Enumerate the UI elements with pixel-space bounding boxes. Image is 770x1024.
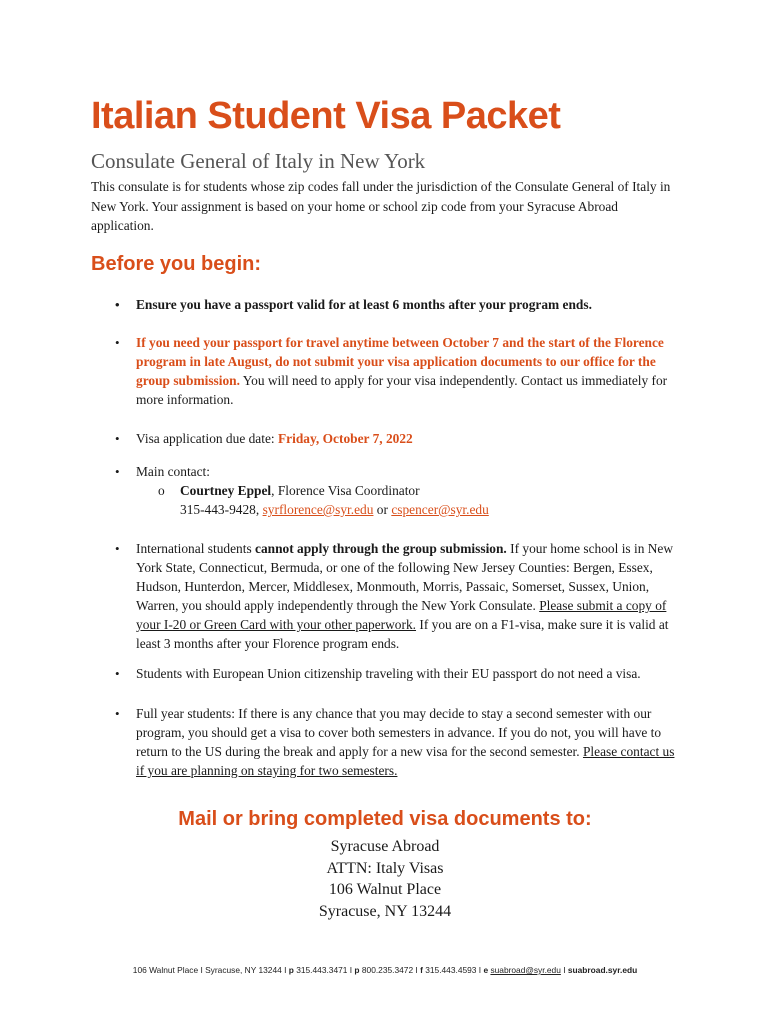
footer-email-label: e	[483, 965, 489, 975]
list-item-full-year	[115, 704, 684, 780]
contact-or: or	[373, 502, 392, 517]
mailing-address	[0, 836, 770, 922]
mail-heading: Mail or bring completed visa documents to:	[178, 808, 592, 830]
contact-details	[158, 481, 684, 519]
intl-text-middle: If your home school is in New York State, Connecticut, Bermuda, or one of the following New Jersey Counties: Bergen, Essex, Hudson, Hunterdon, Mercer, Middlesex, Monmouth, Morris, Passaic, Somerset, Sussex, Union, Warren, you should apply independently through the New York Consulate.	[136, 541, 674, 613]
due-date-value: Friday, October 7, 2022	[277, 431, 413, 446]
footer-phone2: 800.235.3472 I	[359, 965, 421, 975]
contact-name: Courtney Eppel	[180, 483, 272, 498]
footer-phone: 315.443.3471 I	[293, 965, 355, 975]
footer-website-link[interactable]: suabroad.syr.edu	[567, 965, 638, 975]
bullet-icon: •	[115, 335, 120, 350]
due-date-label: Visa application due date:	[136, 431, 278, 446]
intro-paragraph: This consulate is for students whose zip codes fall under the jurisdiction of the Consulate General of Italy in New York. Your assignment is based on your home or school zip code from your Syracuse Abroad application.	[91, 179, 671, 233]
intl-paperwork-link[interactable]: Please submit a copy of your I-20 or Green Card with your other paperwork.	[136, 598, 667, 632]
footer-fax: 315.443.4593 I	[422, 965, 484, 975]
list-item-main-contact	[115, 462, 684, 519]
intl-text-start: International students	[136, 541, 255, 556]
list-item-international-students	[115, 539, 684, 653]
address-line: Syracuse, NY 13244	[318, 902, 452, 920]
passport-travel-warning: If you need your passport for travel anytime between October 7 and the start of the Florence program in late August, do not submit your visa application documents to our office for the group submission.	[136, 335, 664, 388]
address-line: ATTN: Italy Visas	[326, 859, 444, 877]
footer-phone2-label: p	[354, 965, 360, 975]
passport-validity-text: Ensure you have a passport valid for at least 6 months after your program ends.	[136, 297, 592, 312]
intl-text-end: If you are on a F1-visa, make sure it is valid at least 3 months after your Florence program ends.	[136, 617, 669, 651]
footer-address: 106 Walnut Place I Syracuse, NY 13244 I	[132, 965, 289, 975]
list-item-passport-validity	[115, 295, 684, 314]
email-link-syrflorence[interactable]: syrflorence@syr.edu	[262, 502, 374, 517]
page-title: Italian Student Visa Packet	[91, 95, 561, 137]
address-line: Syracuse Abroad	[330, 838, 440, 855]
sub-bullet-icon: o	[158, 483, 165, 498]
bullet-icon: •	[115, 541, 120, 556]
footer-fax-label: f	[420, 965, 423, 975]
page-subtitle: Consulate General of Italy in New York	[91, 149, 426, 173]
list-item-due-date	[115, 429, 684, 448]
main-contact-label: Main contact:	[136, 464, 210, 479]
eu-citizens-text: Students with European Union citizenship traveling with their EU passport do not need a visa.	[136, 666, 641, 681]
bullet-icon: •	[115, 297, 120, 312]
bullet-icon: •	[115, 464, 120, 479]
address-line: 106 Walnut Place	[328, 881, 442, 898]
intl-text-bold: cannot apply through the group submission.	[255, 541, 507, 556]
footer-phone-label: p	[288, 965, 294, 975]
list-item-passport-travel	[115, 333, 684, 409]
page-footer	[0, 965, 770, 975]
bullet-icon: •	[115, 666, 120, 681]
passport-travel-text: You will need to apply for your visa independently. Contact us immediately for more information.	[136, 373, 668, 407]
email-link-cspencer[interactable]: cspencer@syr.edu	[391, 502, 489, 517]
contact-phone: 315-443-9428,	[180, 502, 263, 517]
full-year-text: Full year students: If there is any chance that you may decide to stay a second semester with our program, you should get a visa to cover both semesters in advance. If you do not, you will have to return to the US during the break and apply for a new visa for the second semester.	[136, 706, 662, 759]
full-year-contact-link[interactable]: Please contact us if you are planning on staying for two semesters.	[136, 744, 675, 778]
bullet-icon: •	[115, 706, 120, 721]
contact-role: , Florence Visa Coordinator	[271, 483, 420, 498]
bullet-icon: •	[115, 431, 120, 446]
footer-email-link[interactable]: suabroad@syr.edu	[490, 965, 561, 975]
footer-separator: I	[560, 965, 568, 975]
list-item-eu-citizens	[115, 664, 684, 683]
before-you-begin-heading: Before you begin:	[91, 253, 262, 275]
